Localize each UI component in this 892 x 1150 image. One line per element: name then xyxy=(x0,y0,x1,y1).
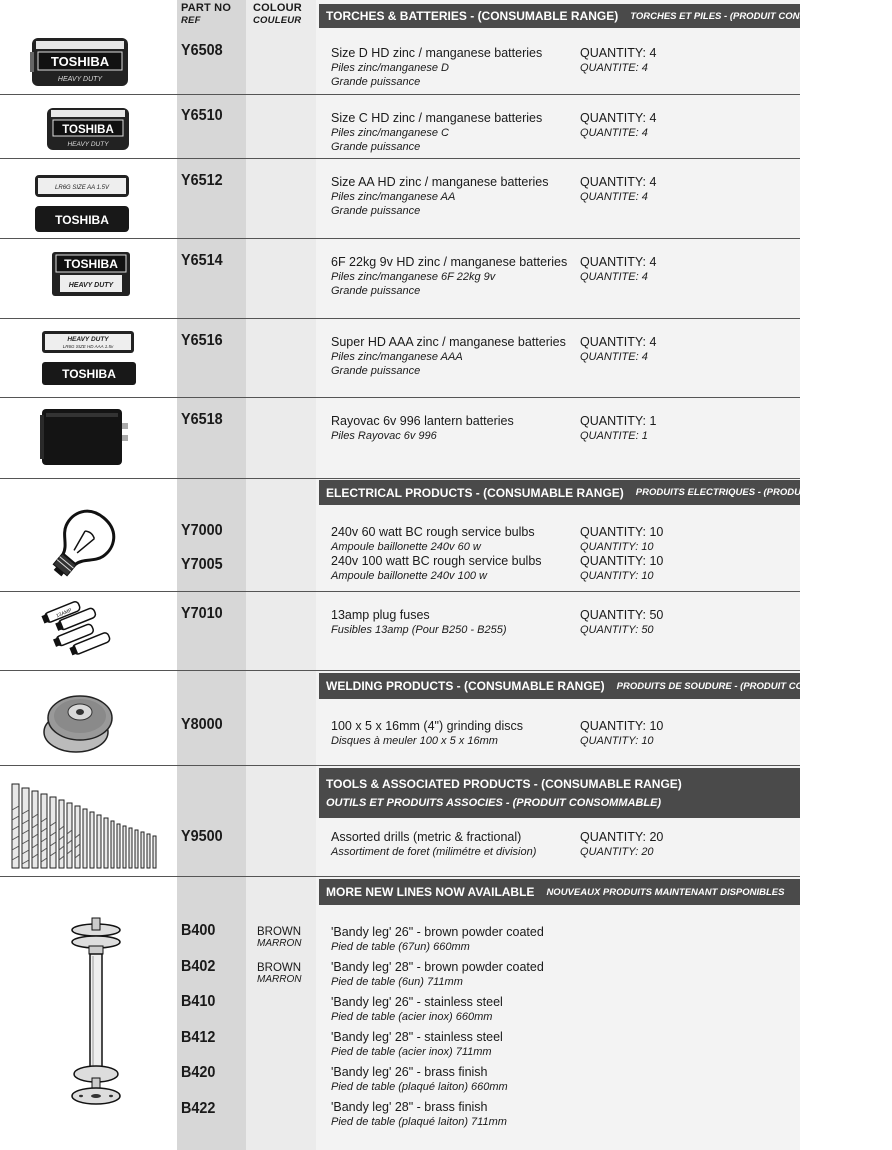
ref-header: REF xyxy=(181,15,201,26)
qty-en: QUANTITY: 10 xyxy=(580,719,664,733)
colour-en: BROWN xyxy=(257,962,302,974)
item-quantity xyxy=(580,111,656,140)
qty-fr: QUANTITY: 10 xyxy=(580,735,654,747)
brand-label: TOSHIBA xyxy=(55,213,109,227)
desc-fr: Piles zinc/manganese 6F 22kg 9v xyxy=(331,271,496,283)
fuse-label: 13AMP xyxy=(55,607,73,620)
row-divider xyxy=(0,158,800,159)
brand-label: TOSHIBA xyxy=(62,367,116,381)
section-title-fr: NOUVEAUX PRODUITS MAINTENANT DISPONIBLES xyxy=(546,886,785,898)
desc-en: 'Bandy leg' 26" - stainless steel xyxy=(331,995,503,1009)
qty-en: QUANTITY: 10 xyxy=(580,525,664,539)
couleur-header: COULEUR xyxy=(253,15,302,26)
item-quantity xyxy=(580,175,656,204)
section-title-fr: PRODUITS DE SOUDURE - (PRODUIT CONSOMMABLE) xyxy=(616,680,869,692)
item-description xyxy=(331,175,548,218)
qty-en: QUANTITY: 4 xyxy=(580,335,657,349)
desc-fr: Disques à meuler 100 x 5 x 16mm xyxy=(331,735,498,747)
colour-fr: MARRON xyxy=(257,974,302,985)
qty-en: QUANTITY: 4 xyxy=(580,255,657,269)
item-colour xyxy=(257,962,301,986)
item-description xyxy=(331,255,567,298)
desc-fr: Fusibles 13amp (Pour B250 - B255) xyxy=(331,624,507,636)
row-divider xyxy=(0,94,800,95)
qty-en: QUANTITY: 50 xyxy=(580,608,664,622)
section-title: MORE NEW LINES NOW AVAILABLE xyxy=(326,885,535,899)
part-number: Y6516 xyxy=(181,332,223,349)
qty-fr: QUANTITY: 10 xyxy=(580,570,654,582)
row-divider xyxy=(0,765,800,766)
aaa-size-label: LR6G SIZE HD AAA 1.5v xyxy=(62,344,114,349)
item-description xyxy=(331,414,514,443)
item-description xyxy=(331,46,542,89)
item-description xyxy=(331,830,536,859)
desc-fr: Pied de table (acier inox) 660mm xyxy=(331,1011,493,1023)
desc-en: 13amp plug fuses xyxy=(331,608,430,622)
aaa-battery-image xyxy=(40,329,138,392)
part-number: Y6518 xyxy=(181,411,223,428)
colour-en: BROWN xyxy=(257,926,302,938)
desc-fr: Ampoule baillonette 240v 60 w xyxy=(331,541,481,553)
desc-en: 'Bandy leg' 28" - brass finish xyxy=(331,1100,488,1114)
brand-label: TOSHIBA xyxy=(64,257,118,271)
qty-en: QUANTITY: 1 xyxy=(580,414,657,428)
heavy-duty-label: HEAVY DUTY xyxy=(57,76,103,83)
desc-en: 'Bandy leg' 28" - stainless steel xyxy=(331,1030,503,1044)
qty-en: QUANTITY: 10 xyxy=(580,554,664,568)
row-divider xyxy=(0,876,800,877)
qty-en: QUANTITY: 20 xyxy=(580,830,664,844)
part-number: Y8000 xyxy=(181,716,223,733)
desc-en: Size AA HD zinc / manganese batteries xyxy=(331,175,549,189)
part-number: Y6512 xyxy=(181,172,223,189)
item-quantity xyxy=(580,335,656,364)
desc-fr: Piles zinc/manganese D xyxy=(331,62,450,74)
heavy-duty-label: HEAVY DUTY xyxy=(67,336,109,343)
desc-fr-2: Grande puissance xyxy=(331,285,421,297)
qty-fr: QUANTITE: 4 xyxy=(580,351,648,363)
section-bar-welding xyxy=(319,673,869,699)
item-quantity xyxy=(580,719,663,748)
9v-battery-image xyxy=(50,250,132,303)
heavy-duty-label: HEAVY DUTY xyxy=(68,282,114,289)
colour-header: COLOUR xyxy=(253,2,302,14)
desc-en: Assorted drills (metric & fractional) xyxy=(331,830,522,844)
desc-fr: Piles zinc/manganese AAA xyxy=(331,351,463,363)
section-title: WELDING PRODUCTS - (CONSUMABLE RANGE) xyxy=(326,679,605,693)
qty-fr: QUANTITY: 20 xyxy=(580,846,654,858)
section-bar-tools xyxy=(319,768,800,818)
grinding-disc-image xyxy=(40,688,118,761)
row-divider xyxy=(0,318,800,319)
desc-en: 'Bandy leg' 26" - brown powder coated xyxy=(331,925,544,939)
table-leg-image xyxy=(65,912,127,1117)
desc-fr: Piles zinc/manganese AA xyxy=(331,191,456,203)
desc-fr: Pied de table (67un) 660mm xyxy=(331,941,470,953)
part-number: B402 xyxy=(181,958,216,975)
desc-fr: Pied de table (acier inox) 711mm xyxy=(331,1046,492,1058)
fuses-image xyxy=(44,596,114,667)
desc-en: Super HD AAA zinc / manganese batteries xyxy=(331,335,566,349)
item-description xyxy=(331,925,544,1129)
qty-fr: QUANTITE: 4 xyxy=(580,62,648,74)
part-number: Y7000 xyxy=(181,522,223,539)
d-battery-image xyxy=(30,36,130,93)
row-divider xyxy=(0,670,800,671)
section-bar-more xyxy=(319,879,800,905)
item-description xyxy=(331,525,542,583)
brand-label: TOSHIBA xyxy=(62,124,114,136)
desc-fr-2: Grande puissance xyxy=(331,141,421,153)
section-title: ELECTRICAL PRODUCTS - (CONSUMABLE RANGE) xyxy=(326,485,624,500)
item-quantity xyxy=(580,525,663,583)
part-number: Y9500 xyxy=(181,828,223,845)
heavy-duty-label: HEAVY DUTY xyxy=(67,141,109,148)
colour-fr: MARRON xyxy=(257,938,302,949)
row-divider xyxy=(0,591,800,592)
row-divider xyxy=(0,397,800,398)
c-battery-image xyxy=(45,106,131,157)
section-bar-torches xyxy=(319,4,859,28)
item-quantity xyxy=(580,46,656,75)
part-number: B412 xyxy=(181,1029,216,1046)
qty-en: QUANTITY: 4 xyxy=(580,175,657,189)
section-title-fr: PRODUITS ELECTRIQUES - (PRODUIT CONSOMMABLE) xyxy=(635,487,892,498)
item-description xyxy=(331,111,542,154)
part-number: Y6510 xyxy=(181,107,223,124)
part-number: B410 xyxy=(181,993,216,1010)
desc-en: Rayovac 6v 996 lantern batteries xyxy=(331,414,514,428)
part-number: Y6508 xyxy=(181,42,223,59)
item-description xyxy=(331,335,566,378)
desc-en: Size C HD zinc / manganese batteries xyxy=(331,111,543,125)
qty-fr: QUANTITE: 4 xyxy=(580,191,648,203)
section-title: TORCHES & BATTERIES - (CONSUMABLE RANGE) xyxy=(326,9,619,23)
lantern-battery-image xyxy=(40,405,132,472)
item-quantity xyxy=(580,414,656,443)
desc-fr: Pied de table (plaqué laiton) 660mm xyxy=(331,1081,508,1093)
qty-fr: QUANTITE: 4 xyxy=(580,271,648,283)
aa-size-label: LR6G SIZE AA 1.5V xyxy=(55,185,109,191)
part-number: B420 xyxy=(181,1064,216,1081)
desc-en: 6F 22kg 9v HD zinc / manganese batteries xyxy=(331,255,568,269)
item-description xyxy=(331,719,523,748)
desc-en: 240v 60 watt BC rough service bulbs xyxy=(331,525,535,539)
desc-en: Size D HD zinc / manganese batteries xyxy=(331,46,543,60)
qty-fr: QUANTITY: 10 xyxy=(580,541,654,553)
desc-fr: Pied de table (plaqué laiton) 711mm xyxy=(331,1116,507,1128)
desc-en: 'Bandy leg' 26" - brass finish xyxy=(331,1065,488,1079)
qty-fr: QUANTITY: 50 xyxy=(580,624,654,636)
part-number: Y6514 xyxy=(181,252,223,269)
desc-fr: Pied de table (6un) 711mm xyxy=(331,976,463,988)
desc-fr-2: Grande puissance xyxy=(331,76,421,88)
item-description xyxy=(331,608,506,637)
part-number: Y7010 xyxy=(181,605,223,622)
brand-label: TOSHIBA xyxy=(50,54,110,69)
desc-fr: Piles Rayovac 6v 996 xyxy=(331,430,437,442)
part-no-header: PART NO xyxy=(181,2,232,14)
light-bulb-image xyxy=(40,502,124,591)
part-number: B400 xyxy=(181,922,216,939)
aa-battery-image xyxy=(33,172,133,239)
item-quantity xyxy=(580,830,663,859)
part-number: B422 xyxy=(181,1100,216,1117)
section-title-fr: TORCHES ET PILES - (PRODUIT CONSOMMABLE) xyxy=(630,10,859,22)
section-bar-electrical xyxy=(319,480,892,505)
item-colour xyxy=(257,926,301,950)
desc-en: 100 x 5 x 16mm (4") grinding discs xyxy=(331,719,524,733)
drills-image xyxy=(10,780,164,875)
qty-en: QUANTITY: 4 xyxy=(580,111,657,125)
part-number: Y7005 xyxy=(181,556,223,573)
desc-en: 'Bandy leg' 28" - brown powder coated xyxy=(331,960,544,974)
desc-fr-2: Grande puissance xyxy=(331,365,421,377)
desc-fr: Piles zinc/manganese C xyxy=(331,127,450,139)
desc-en: 240v 100 watt BC rough service bulbs xyxy=(331,554,542,568)
qty-fr: QUANTITE: 4 xyxy=(580,127,648,139)
section-title-fr: OUTILS ET PRODUITS ASSOCIES - (PRODUIT CONSOMMABLE) xyxy=(326,797,662,809)
desc-fr: Ampoule baillonette 240v 100 w xyxy=(331,570,487,582)
desc-fr-2: Grande puissance xyxy=(331,205,421,217)
row-divider xyxy=(0,478,800,479)
item-quantity xyxy=(580,255,656,284)
item-quantity xyxy=(580,608,663,637)
desc-fr: Assortiment de foret (milimétre et division) xyxy=(331,846,537,858)
qty-en: QUANTITY: 4 xyxy=(580,46,657,60)
qty-fr: QUANTITE: 1 xyxy=(580,430,648,442)
section-title: TOOLS & ASSOCIATED PRODUCTS - (CONSUMABLE RANGE) xyxy=(326,777,682,791)
